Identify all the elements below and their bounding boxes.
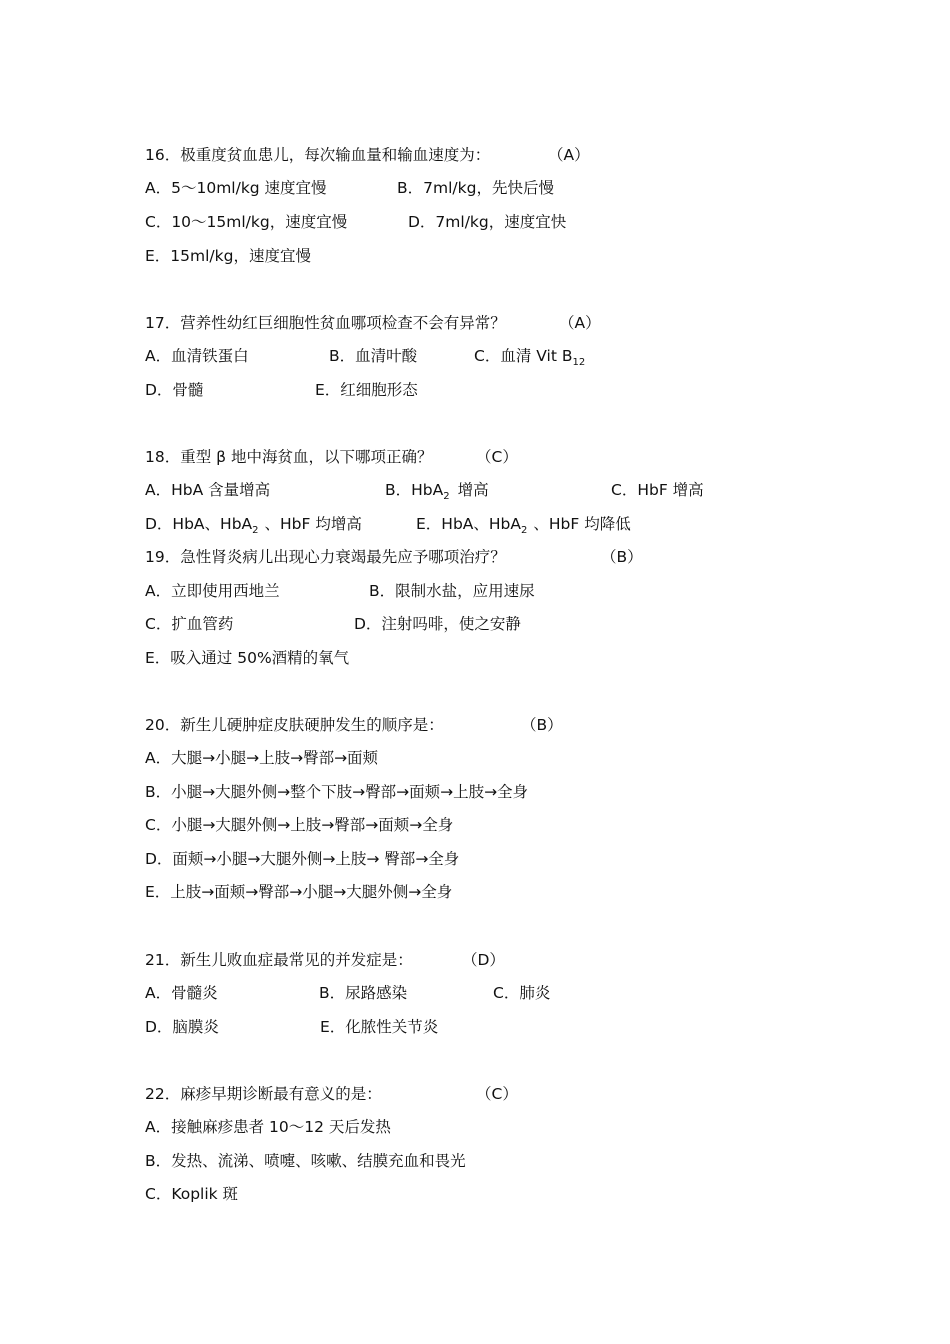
option-b: B．限制水盐，应用速尿 (369, 582, 535, 600)
option-e (416, 514, 631, 534)
question-answer: （D） (462, 951, 505, 969)
option-e: E．吸入通过 50%酒精的氧气 (145, 649, 350, 667)
option-e: E．化脓性关节炎 (320, 1018, 439, 1036)
option-d: D．7ml/kg，速度宜快 (408, 213, 567, 231)
option-e: E．15ml/kg，速度宜慢 (145, 247, 311, 265)
question-stem-text: 21．新生儿败血症最常见的并发症是： (145, 951, 413, 969)
option-a: A．HbA 含量增高 (145, 481, 271, 499)
option-d-subscript: 2 (252, 525, 259, 536)
option-a: A．5～10ml/kg 速度宜慢 (145, 179, 327, 197)
question-stem-text: 18．重型 β 地中海贫血，以下哪项正确？ (145, 448, 433, 466)
option-c: C．小腿→大腿外侧→上肢→臀部→面颊→全身 (145, 816, 454, 834)
option-c: C．Koplik 斑 (145, 1185, 239, 1203)
option-e-suffix: 、HbF 均降低 (533, 515, 631, 533)
option-b-text: B．HbA (385, 481, 444, 499)
option-d: D．面颊→小腿→大腿外侧→上肢→ 臀部→全身 (145, 850, 460, 868)
option-c-subscript: 12 (572, 357, 586, 368)
option-e-subscript: 2 (521, 525, 528, 536)
question-stem-text: 22．麻疹早期诊断最有意义的是： (145, 1085, 382, 1103)
question-stem-text: 20．新生儿硬肿症皮肤硬肿发生的顺序是： (145, 716, 444, 734)
option-a: A．接触麻疹患者 10～12 天后发热 (145, 1118, 391, 1136)
option-c: C．肺炎 (493, 984, 551, 1002)
option-b-suffix: 增高 (457, 481, 489, 499)
option-c: C．扩血管药 (145, 615, 234, 633)
option-b (385, 480, 489, 500)
question-answer: （B） (601, 548, 643, 566)
option-c: C．HbF 增高 (611, 481, 704, 499)
question-stem-text: 16．极重度贫血患儿，每次输血量和输血速度为： (145, 146, 491, 164)
option-d: D．注射吗啡，使之安静 (354, 615, 521, 633)
option-a: A．血清铁蛋白 (145, 347, 249, 365)
question-answer: （C） (476, 1085, 518, 1103)
option-b: B．7ml/kg，先快后慢 (397, 179, 554, 197)
option-b-subscript: 2 (443, 491, 450, 502)
question-stem-text: 19．急性肾炎病儿出现心力衰竭最先应予哪项治疗？ (145, 548, 506, 566)
option-a: A．骨髓炎 (145, 984, 218, 1002)
question-answer: （A） (548, 146, 590, 164)
option-d: D．脑膜炎 (145, 1018, 219, 1036)
option-c-text: C．血清 Vit B (474, 347, 573, 365)
question-answer: （C） (476, 448, 518, 466)
option-e: E．上肢→面颊→臀部→小腿→大腿外侧→全身 (145, 883, 453, 901)
option-c (474, 346, 585, 366)
option-e-text: E．HbA、HbA (416, 515, 521, 533)
option-d-text: D．HbA、HbA (145, 515, 253, 533)
option-a: A．立即使用西地兰 (145, 582, 280, 600)
option-a: A．大腿→小腿→上肢→臀部→面颊 (145, 749, 379, 767)
option-c: C．10～15ml/kg，速度宜慢 (145, 213, 348, 231)
question-stem-text: 17．营养性幼红巨细胞性贫血哪项检查不会有异常？ (145, 314, 506, 332)
option-b: B．尿路感染 (319, 984, 408, 1002)
option-d (145, 514, 362, 534)
option-b: B．血清叶酸 (329, 347, 418, 365)
option-d: D．骨髓 (145, 381, 204, 399)
option-e: E．红细胞形态 (315, 381, 418, 399)
question-answer: （A） (559, 314, 601, 332)
option-b: B．小腿→大腿外侧→整个下肢→臀部→面颊→上肢→全身 (145, 783, 529, 801)
option-d-suffix: 、HbF 均增高 (264, 515, 362, 533)
question-answer: （B） (521, 716, 563, 734)
option-b: B．发热、流涕、喷嚏、咳嗽、结膜充血和畏光 (145, 1152, 466, 1170)
